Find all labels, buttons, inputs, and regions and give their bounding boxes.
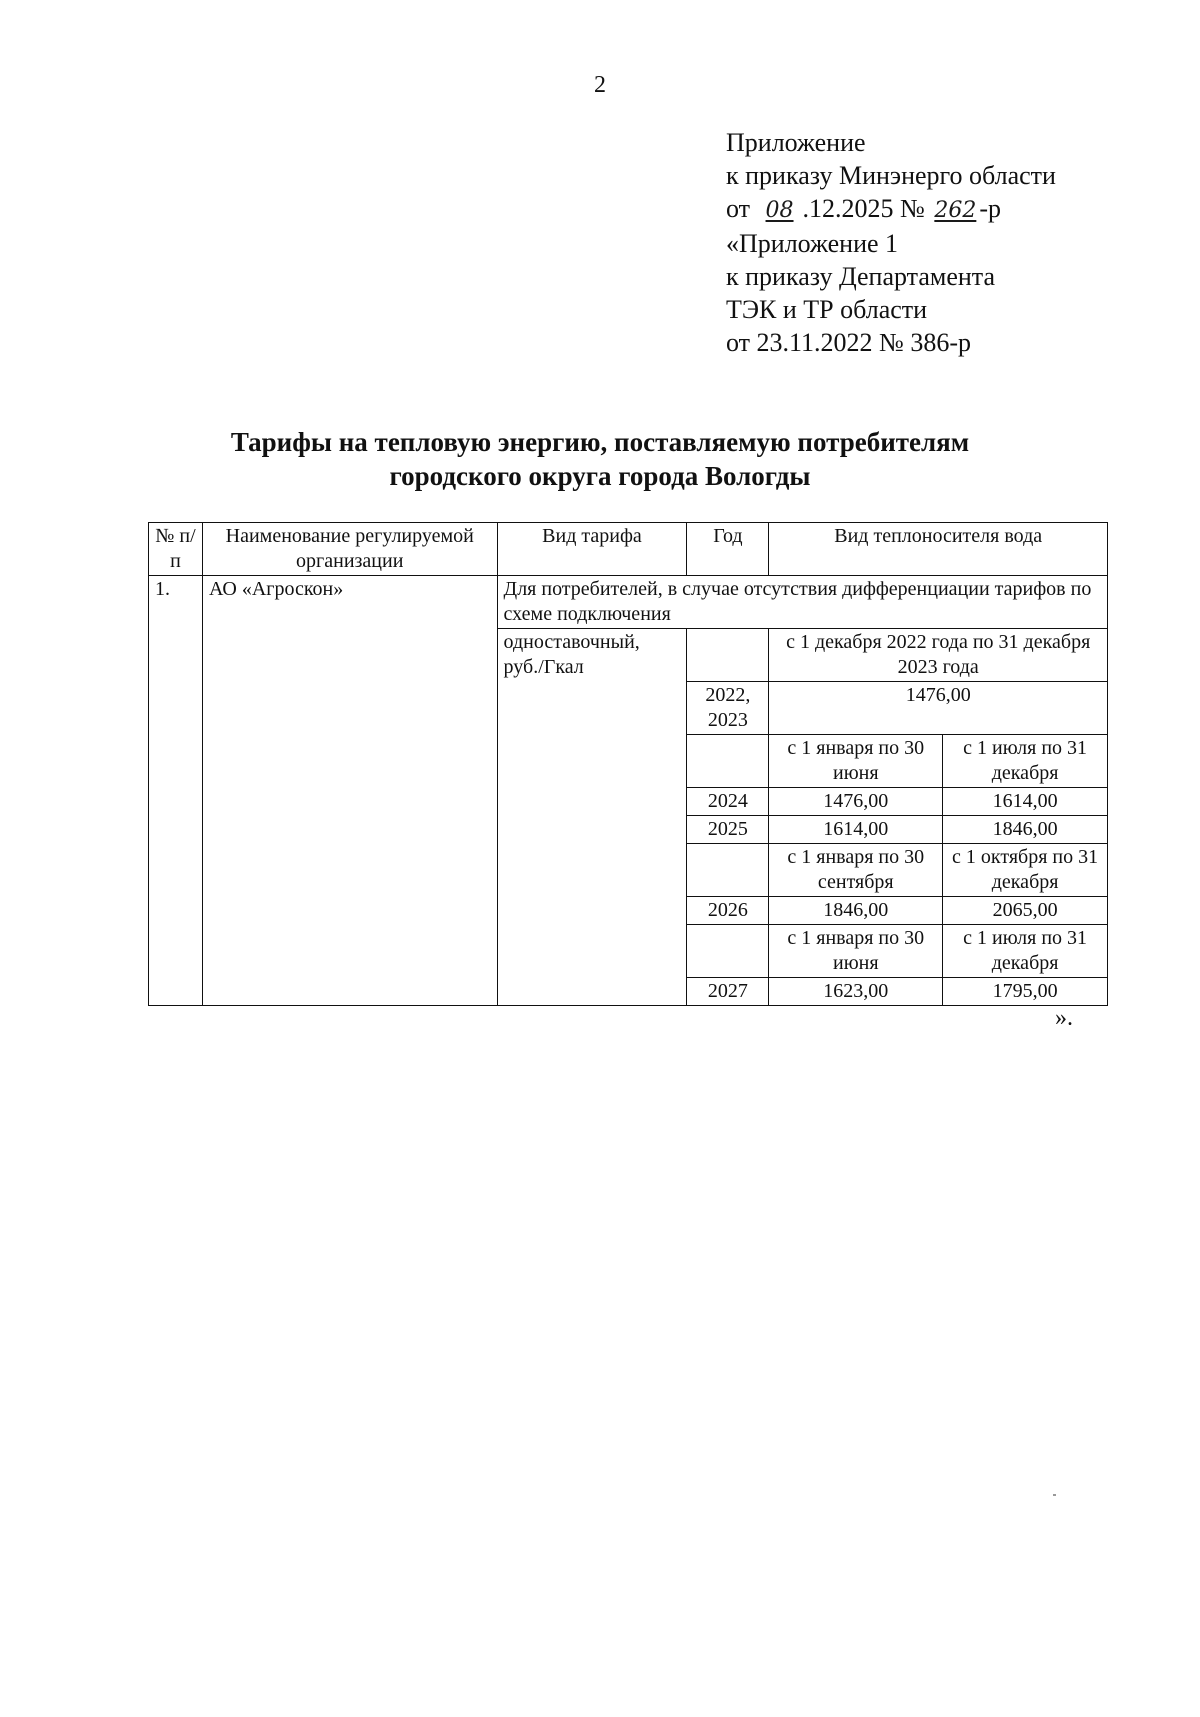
scan-speck bbox=[1053, 1494, 1056, 1496]
period-cell: с 1 октября по 31 декабря bbox=[943, 844, 1108, 897]
value-cell: 1614,00 bbox=[943, 788, 1108, 816]
value-cell: 1476,00 bbox=[769, 788, 943, 816]
page-number: 2 bbox=[594, 72, 606, 98]
value-cell: 1846,00 bbox=[769, 897, 943, 925]
title-line-2: городского округа города Вологды bbox=[389, 461, 811, 491]
appendix-line-2: к приказу Минэнерго области bbox=[726, 161, 1056, 190]
period-cell: с 1 января по 30 сентября bbox=[769, 844, 943, 897]
title-line-1: Тарифы на тепловую энергию, поставляемую потребителям bbox=[230, 427, 970, 457]
appendix-line-3-suffix: -р bbox=[979, 194, 1002, 223]
organization-name: АО «Агроскон» bbox=[202, 576, 497, 1006]
year-cell: 2026 bbox=[687, 897, 769, 925]
appendix-line-7: от 23.11.2022 № 386-р bbox=[726, 328, 972, 357]
row-number: 1. bbox=[149, 576, 203, 1006]
header-num: № п/п bbox=[149, 523, 203, 576]
value-cell: 1614,00 bbox=[769, 816, 943, 844]
value-cell: 1476,00 bbox=[769, 682, 1108, 735]
handwritten-day: 08 bbox=[765, 198, 794, 223]
table-header-row bbox=[149, 523, 1108, 576]
value-cell: 2065,00 bbox=[943, 897, 1108, 925]
handwritten-order-number: 262 bbox=[934, 198, 977, 223]
year-cell bbox=[687, 844, 769, 897]
year-cell: 2024 bbox=[687, 788, 769, 816]
closing-quote: ». bbox=[1055, 1005, 1073, 1031]
appendix-line-3-mid: .12.2025 № bbox=[802, 194, 925, 223]
period-cell: с 1 июля по 31 декабря bbox=[943, 735, 1108, 788]
header-carrier: Вид теплоносителя вода bbox=[769, 523, 1108, 576]
year-cell bbox=[687, 735, 769, 788]
appendix-line-6: ТЭК и ТР области bbox=[726, 295, 928, 324]
appendix-line-3 bbox=[726, 192, 1056, 227]
period-2022-2023: с 1 декабря 2022 года по 31 декабря 2023 года bbox=[769, 629, 1108, 682]
year-cell: 2027 bbox=[687, 978, 769, 1006]
appendix-line-3-prefix: от bbox=[726, 194, 751, 223]
appendix-block bbox=[726, 126, 1056, 359]
consumers-note: Для потребителей, в случае отсутствия дифференциации тарифов по схеме подключения bbox=[497, 576, 1107, 629]
appendix-line-1: Приложение bbox=[726, 128, 866, 157]
period-cell: с 1 января по 30 июня bbox=[769, 925, 943, 978]
value-cell: 1846,00 bbox=[943, 816, 1108, 844]
year-cell: 2025 bbox=[687, 816, 769, 844]
year-cell bbox=[687, 925, 769, 978]
header-organization: Наименование регулируемой организации bbox=[202, 523, 497, 576]
header-tariff-type: Вид тарифа bbox=[497, 523, 687, 576]
tariff-table bbox=[148, 522, 1108, 1006]
table-row bbox=[149, 576, 1108, 629]
value-cell: 1795,00 bbox=[943, 978, 1108, 1006]
document-title bbox=[0, 425, 1200, 493]
value-cell: 1623,00 bbox=[769, 978, 943, 1006]
appendix-line-4: «Приложение 1 bbox=[726, 229, 899, 258]
header-year: Год bbox=[687, 523, 769, 576]
period-cell: с 1 июля по 31 декабря bbox=[943, 925, 1108, 978]
appendix-line-5: к приказу Департамента bbox=[726, 262, 996, 291]
tariff-type: одноставочный, руб./Гкал bbox=[497, 629, 687, 1006]
year-cell bbox=[687, 629, 769, 682]
period-cell: с 1 января по 30 июня bbox=[769, 735, 943, 788]
year-cell: 2022, 2023 bbox=[687, 682, 769, 735]
